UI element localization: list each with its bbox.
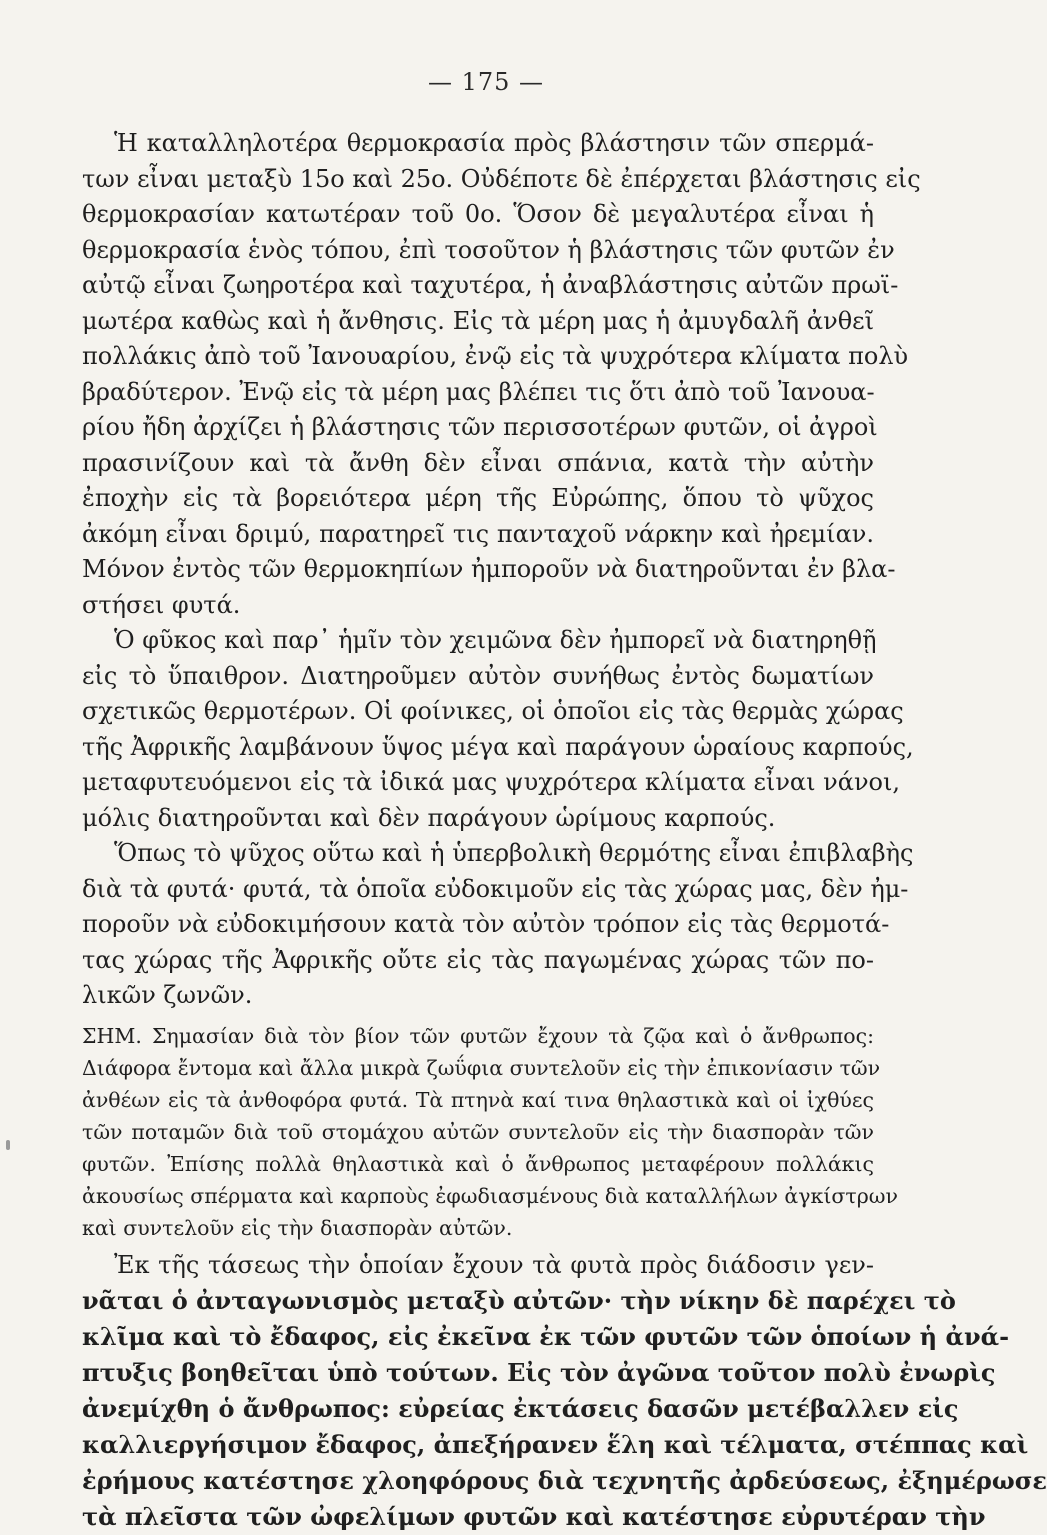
text-line: νᾶται ὁ ἀνταγωνισμὸς μεταξὺ αὐτῶν· τὴν νίκην δὲ παρέχει τὸ xyxy=(82,1283,874,1319)
text-line: θερμοκρασία ἑνὸς τόπου, ἐπὶ τοσοῦτον ἡ βλάστησις τῶν φυτῶν ἐν xyxy=(82,233,874,269)
text-line: στήσει φυτά. xyxy=(82,588,874,624)
text-line: θερμοκρασίαν κατωτέραν τοῦ 0ο. Ὅσον δὲ μεγαλυτέρα εἶναι ἡ xyxy=(82,197,874,233)
text-line: βραδύτερον. Ἐνῷ εἰς τὰ μέρη μας βλέπει τις ὅτι ἀπὸ τοῦ Ἰανουα- xyxy=(82,375,874,411)
note-line: καὶ συντελοῦν εἰς τὴν διασπορὰν αὐτῶν. xyxy=(82,1212,874,1244)
body-text xyxy=(82,126,874,1535)
text-line: πτυξις βοηθεῖται ὑπὸ τούτων. Εἰς τὸν ἀγῶνα τοῦτον πολὺ ἐνωρὶς xyxy=(82,1355,874,1391)
text-line: Ἡ καταλληλοτέρα θερμοκρασία πρὸς βλάστησιν τῶν σπερμά- xyxy=(82,126,874,162)
text-line: καλλιεργήσιμον ἔδαφος, ἀπεξήρανεν ἕλη καὶ τέλματα, στέππας καὶ xyxy=(82,1427,874,1463)
text-line: ρίου ἤδη ἀρχίζει ἡ βλάστησις τῶν περισσοτέρων φυτῶν, οἱ ἀγροὶ xyxy=(82,410,874,446)
text-line: κλῖμα καὶ τὸ ἔδαφος, εἰς ἐκεῖνα ἐκ τῶν φυτῶν τῶν ὁποίων ἡ ἀνά- xyxy=(82,1319,874,1355)
text-line: μόλις διατηροῦνται καὶ δὲν παράγουν ὡρίμους καρπούς. xyxy=(82,801,874,837)
text-line: τας χώρας τῆς Ἀφρικῆς οὔτε εἰς τὰς παγωμένας χώρας τῶν πο- xyxy=(82,943,874,979)
text-line: μωτέρα καθὼς καὶ ἡ ἄνθησις. Εἰς τὰ μέρη μας ἡ ἀμυγδαλῆ ἀνθεῖ xyxy=(82,304,874,340)
text-line: Ἐκ τῆς τάσεως τὴν ὁποίαν ἔχουν τὰ φυτὰ πρὸς διάδοσιν γεν- xyxy=(82,1248,874,1284)
text-line: αὐτῷ εἶναι ζωηροτέρα καὶ ταχυτέρα, ἡ ἀναβλάστησις αὐτῶν πρωϊ- xyxy=(82,268,874,304)
text-line: Μόνον ἐντὸς τῶν θερμοκηπίων ἠμποροῦν νὰ διατηροῦνται ἐν βλα- xyxy=(82,552,874,588)
text-line: μεταφυτευόμενοι εἰς τὰ ἰδικά μας ψυχρότερα κλίματα εἶναι νάνοι, xyxy=(82,765,874,801)
text-line: σχετικῶς θερμοτέρων. Οἱ φοίνικες, οἱ ὁποῖοι εἰς τὰς θερμὰς χώρας xyxy=(82,694,874,730)
paragraph-ficus-palms xyxy=(82,623,874,836)
text-line: ποροῦν νὰ εὐδοκιμήσουν κατὰ τὸν αὐτὸν τρόπον εἰς τὰς θερμοτά- xyxy=(82,907,874,943)
text-line: διὰ τὰ φυτά· φυτά, τὰ ὁποῖα εὐδοκιμοῦν εἰς τὰς χώρας μας, δὲν ἠμ- xyxy=(82,872,874,908)
text-line: εἰς τὸ ὕπαιθρον. Διατηροῦμεν αὐτὸν συνήθως ἐντὸς δωματίων xyxy=(82,659,874,695)
note-line: Διάφορα ἔντομα καὶ ἄλλα μικρὰ ζωΰφια συντελοῦν εἰς τὴν ἐπικονίασιν τῶν xyxy=(82,1052,874,1084)
text-line: ἐποχὴν εἰς τὰ βορειότερα μέρη τῆς Εὐρώπης, ὅπου τὸ ψῦχος xyxy=(82,481,874,517)
text-line: των εἶναι μεταξὺ 15ο καὶ 25ο. Οὐδέποτε δὲ ἐπέρχεται βλάστησις εἰς xyxy=(82,162,874,198)
note-line: φυτῶν. Ἐπίσης πολλὰ θηλαστικὰ καὶ ὁ ἄνθρωπος μεταφέρουν πολλάκις xyxy=(82,1148,874,1180)
note-line: ΣΗΜ. Σημασίαν διὰ τὸν βίον τῶν φυτῶν ἔχουν τὰ ζῷα καὶ ὁ ἄνθρωπος: xyxy=(82,1020,874,1052)
text-line: τῆς Ἀφρικῆς λαμβάνουν ὕψος μέγα καὶ παράγουν ὡραίους καρπούς, xyxy=(82,730,874,766)
text-line: τὰ πλεῖστα τῶν ὠφελίμων φυτῶν καὶ κατέστησε εὐρυτέραν τὴν xyxy=(82,1499,874,1535)
page-number: — 175 — xyxy=(0,68,972,96)
text-line: πρασινίζουν καὶ τὰ ἄνθη δὲν εἶναι σπάνια, κατὰ τὴν αὐτὴν xyxy=(82,446,874,482)
paragraph-competition xyxy=(82,1248,874,1535)
note-line: τῶν ποταμῶν διὰ τοῦ στομάχου αὐτῶν συντελοῦν εἰς τὴν διασπορὰν τῶν xyxy=(82,1116,874,1148)
note-line: ἀκουσίως σπέρματα καὶ καρποὺς ἐφωδιασμένους διὰ καταλλήλων ἀγκίστρων xyxy=(82,1180,874,1212)
note-line: ἀνθέων εἰς τὰ ἀνθοφόρα φυτά. Τὰ πτηνὰ καί τινα θηλαστικὰ καὶ οἱ ἰχθύες xyxy=(82,1084,874,1116)
text-line: λικῶν ζωνῶν. xyxy=(82,978,874,1014)
margin-mark xyxy=(6,1140,10,1150)
paragraph-temperature-germination xyxy=(82,126,874,623)
paragraph-excess-heat xyxy=(82,836,874,1014)
text-line: ἀκόμη εἶναι δριμύ, παρατηρεῖ τις πανταχοῦ νάρκην καὶ ἠρεμίαν. xyxy=(82,517,874,553)
text-line: ἐρήμους κατέστησε χλοηφόρους διὰ τεχνητῆς ἀρδεύσεως, ἐξημέρωσε xyxy=(82,1463,874,1499)
footnote xyxy=(82,1020,874,1244)
text-line: πολλάκις ἀπὸ τοῦ Ἰανουαρίου, ἐνῷ εἰς τὰ ψυχρότερα κλίματα πολὺ xyxy=(82,339,874,375)
text-line: Ὅπως τὸ ψῦχος οὕτω καὶ ἡ ὑπερβολικὴ θερμότης εἶναι ἐπιβλαβὴς xyxy=(82,836,874,872)
text-line: Ὁ φῦκος καὶ παρ᾿ ἡμῖν τὸν χειμῶνα δὲν ἠμπορεῖ νὰ διατηρηθῇ xyxy=(82,623,874,659)
text-line: ἀνεμίχθη ὁ ἄνθρωπος: εὐρείας ἐκτάσεις δασῶν μετέβαλλεν εἰς xyxy=(82,1391,874,1427)
